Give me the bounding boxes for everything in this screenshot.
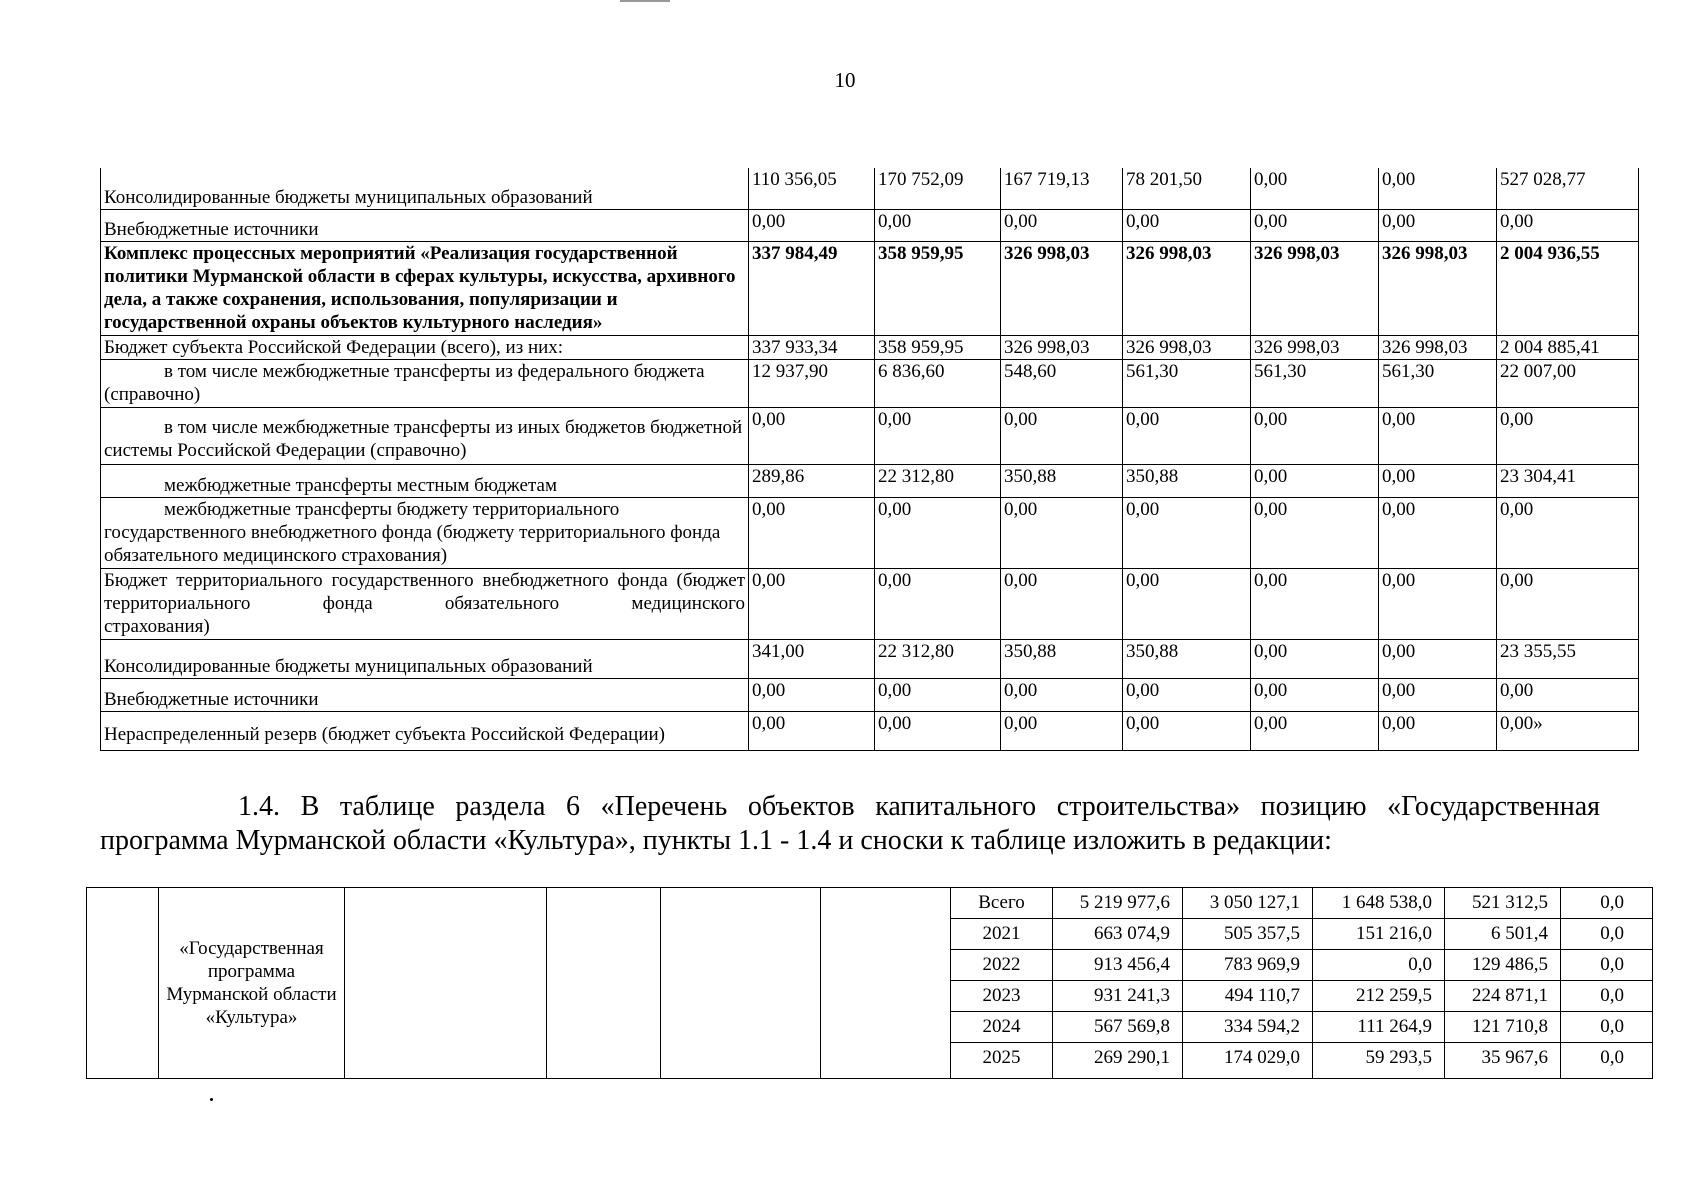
table-row: [101, 407, 1639, 464]
cell-value: 0,00: [1123, 497, 1251, 568]
table-row: [101, 359, 1639, 407]
cell-value: 151 216,0: [1313, 919, 1445, 950]
amendment-paragraph: [100, 790, 1600, 858]
row-label: Внебюджетные источники: [101, 209, 749, 241]
cell-value: 167 719,13: [1001, 168, 1123, 209]
cell-value: 0,0: [1561, 1012, 1653, 1043]
row-label: в том числе межбюджетные трансферты из федерального бюджета (справочно): [101, 359, 749, 407]
cell-value: 5 219 977,6: [1053, 888, 1183, 919]
cell-value: 78 201,50: [1123, 168, 1251, 209]
empty-cell: [345, 888, 547, 1079]
cell-value: 350,88: [1123, 639, 1251, 678]
cell-value: 0,00: [1123, 568, 1251, 639]
cell-value: 0,00: [875, 568, 1001, 639]
table-row: [101, 711, 1639, 750]
cell-value: 0,00: [1251, 711, 1379, 750]
cell-value: 0,00: [1379, 407, 1497, 464]
cell-value: 174 029,0: [1183, 1043, 1313, 1079]
cell-value: 0,00: [875, 711, 1001, 750]
cell-value: 0,0: [1561, 950, 1653, 981]
cell-value: 23 355,55: [1497, 639, 1639, 678]
cell-value: 0,00: [875, 209, 1001, 241]
cell-value: 0,00: [1379, 209, 1497, 241]
cell-value: 0,00: [1123, 407, 1251, 464]
cell-value: 326 998,03: [1123, 241, 1251, 335]
row-label-end: страхования): [104, 615, 210, 637]
cell-value: 170 752,09: [875, 168, 1001, 209]
cell-value: 0,00: [1001, 678, 1123, 711]
empty-cell: [821, 888, 951, 1079]
cell-value: 0,00: [749, 497, 875, 568]
row-label: межбюджетные трансферты местным бюджетам: [101, 464, 749, 497]
cell-value: 0,00: [749, 407, 875, 464]
cell-value: 22 312,80: [875, 464, 1001, 497]
cell-value: 111 264,9: [1313, 1012, 1445, 1043]
cell-value: 0,0: [1313, 950, 1445, 981]
cell-value: 931 241,3: [1053, 981, 1183, 1012]
cell-value: 3 050 127,1: [1183, 888, 1313, 919]
cell-value: 0,00: [1497, 497, 1639, 568]
paragraph-line-1: 1.4. В таблице раздела 6 «Перечень объектов капитального строительства» позицию «Государственная: [238, 791, 1600, 822]
budget-table: [100, 168, 1639, 751]
cell-value: 350,88: [1001, 464, 1123, 497]
cell-value: 341,00: [749, 639, 875, 678]
cell-value: 337 933,34: [749, 335, 875, 359]
cell-value: 0,00: [1497, 407, 1639, 464]
cell-value: 35 967,6: [1445, 1043, 1561, 1079]
cell-value: 0,0: [1561, 919, 1653, 950]
cell-value: 0,00: [1251, 568, 1379, 639]
cell-value: 0,0: [1561, 1043, 1653, 1079]
cell-value: 0,00: [1001, 497, 1123, 568]
cell-value: 0,00: [1123, 678, 1251, 711]
row-label: [101, 568, 749, 639]
cell-value: 527 028,77: [1497, 168, 1639, 209]
cell-value: 0,00: [1251, 678, 1379, 711]
cell-value: 0,0: [1561, 888, 1653, 919]
scan-dot: [210, 1098, 213, 1101]
cell-value: 1 648 538,0: [1313, 888, 1445, 919]
scan-mark: [620, 0, 670, 2]
year-cell: 2023: [951, 981, 1053, 1012]
year-cell: 2024: [951, 1012, 1053, 1043]
row-label: межбюджетные трансферты бюджету территориального государственного внебюджетного фонда (бюджету территориального фонда обязательного медицинского страхования): [101, 497, 749, 568]
cell-value: 358 959,95: [875, 335, 1001, 359]
cell-value: 783 969,9: [1183, 950, 1313, 981]
row-label-text: Бюджет территориального государственного внебюджетного фонда (бюджет территориального фонда обязательного медицинского: [104, 569, 745, 614]
cell-value: 22 312,80: [875, 639, 1001, 678]
row-label: Консолидированные бюджеты муниципальных образований: [101, 168, 749, 209]
cell-value: 0,00: [875, 407, 1001, 464]
cell-value: 0,00: [1497, 568, 1639, 639]
cell-value: 334 594,2: [1183, 1012, 1313, 1043]
cell-value: 0,00: [1251, 209, 1379, 241]
cell-value: 2 004 936,55: [1497, 241, 1639, 335]
row-label: Консолидированные бюджеты муниципальных образований: [101, 639, 749, 678]
row-label: Нераспределенный резерв (бюджет субъекта Российской Федерации): [101, 711, 749, 750]
year-cell: Всего: [951, 888, 1053, 919]
row-label: Бюджет субъекта Российской Федерации (всего), из них:: [101, 335, 749, 359]
cell-value: 0,00: [749, 568, 875, 639]
cell-value: 326 998,03: [1379, 241, 1497, 335]
cell-value: 0,00: [1379, 711, 1497, 750]
cell-value: 0,00: [1123, 209, 1251, 241]
cell-value: 0,00: [1497, 678, 1639, 711]
table-row: [101, 678, 1639, 711]
row-label: Комплекс процессных мероприятий «Реализация государственной политики Мурманской области в сферах культуры, искусства, архивного дела, а также сохранения, использования, популяризации и государственной охраны объектов культурного наследия»: [101, 241, 749, 335]
empty-cell: [661, 888, 821, 1079]
cell-value: 0,00: [1251, 464, 1379, 497]
cell-value: 212 259,5: [1313, 981, 1445, 1012]
year-cell: 2025: [951, 1043, 1053, 1079]
cell-value: 269 290,1: [1053, 1043, 1183, 1079]
cell-value: 0,00: [1251, 497, 1379, 568]
cell-value: 224 871,1: [1445, 981, 1561, 1012]
cell-value: 0,00: [1123, 711, 1251, 750]
cell-value: 0,00: [1379, 464, 1497, 497]
cell-value: 110 356,05: [749, 168, 875, 209]
cell-value: 0,00: [875, 678, 1001, 711]
cell-value: 663 074,9: [1053, 919, 1183, 950]
cell-value: 0,00: [1379, 568, 1497, 639]
table-row: [101, 639, 1639, 678]
cell-value: 326 998,03: [1123, 335, 1251, 359]
cell-value: 326 998,03: [1251, 241, 1379, 335]
cell-value: 289,86: [749, 464, 875, 497]
empty-cell: [87, 888, 159, 1079]
cell-value: 350,88: [1001, 639, 1123, 678]
row-label: Внебюджетные источники: [101, 678, 749, 711]
cell-value: 0,00: [1379, 639, 1497, 678]
cell-value: 129 486,5: [1445, 950, 1561, 981]
table-row: [101, 497, 1639, 568]
row-label: в том числе межбюджетные трансферты из иных бюджетов бюджетной системы Российской Федерации (справочно): [101, 407, 749, 464]
cell-value: 358 959,95: [875, 241, 1001, 335]
paragraph-line-2: программа Мурманской области «Культура», пункты 1.1 - 1.4 и сноски к таблице изложить в редакции:: [100, 825, 1332, 856]
cell-value: 0,00»: [1497, 711, 1639, 750]
cell-value: 561,30: [1123, 359, 1251, 407]
cell-value: 561,30: [1379, 359, 1497, 407]
cell-value: 22 007,00: [1497, 359, 1639, 407]
empty-cell: [547, 888, 661, 1079]
cell-value: 59 293,5: [1313, 1043, 1445, 1079]
cell-value: 521 312,5: [1445, 888, 1561, 919]
program-name: «Государственная программа Мурманской области «Культура»: [159, 888, 345, 1079]
year-cell: 2021: [951, 919, 1053, 950]
cell-value: 0,00: [749, 678, 875, 711]
cell-value: 0,00: [1001, 407, 1123, 464]
cell-value: 561,30: [1251, 359, 1379, 407]
cell-value: 0,00: [1379, 497, 1497, 568]
cell-value: 12 937,90: [749, 359, 875, 407]
cell-value: 350,88: [1123, 464, 1251, 497]
year-cell: 2022: [951, 950, 1053, 981]
cell-value: 0,00: [1001, 568, 1123, 639]
cell-value: 913 456,4: [1053, 950, 1183, 981]
cell-value: 0,00: [1497, 209, 1639, 241]
cell-value: 0,00: [1001, 711, 1123, 750]
cell-value: 337 984,49: [749, 241, 875, 335]
table-row: [101, 568, 1639, 639]
cell-value: 0,00: [1379, 168, 1497, 209]
cell-value: 0,00: [749, 209, 875, 241]
cell-value: 567 569,8: [1053, 1012, 1183, 1043]
table-row: [101, 241, 1639, 335]
page-number: 10: [834, 68, 856, 92]
cell-value: 0,00: [875, 497, 1001, 568]
cell-value: 548,60: [1001, 359, 1123, 407]
table-row: [87, 888, 1653, 919]
cell-value: 0,00: [749, 711, 875, 750]
table-row: [101, 168, 1639, 209]
cell-value: 23 304,41: [1497, 464, 1639, 497]
cell-value: 326 998,03: [1251, 335, 1379, 359]
cell-value: 6 501,4: [1445, 919, 1561, 950]
cell-value: 326 998,03: [1379, 335, 1497, 359]
cell-value: 0,0: [1561, 981, 1653, 1012]
table-row: [101, 464, 1639, 497]
cell-value: 0,00: [1251, 639, 1379, 678]
cell-value: 6 836,60: [875, 359, 1001, 407]
cell-value: 494 110,7: [1183, 981, 1313, 1012]
cell-value: 0,00: [1379, 678, 1497, 711]
cell-value: 0,00: [1001, 209, 1123, 241]
table-row: [101, 335, 1639, 359]
cell-value: 2 004 885,41: [1497, 335, 1639, 359]
cell-value: 326 998,03: [1001, 241, 1123, 335]
table-row: [101, 209, 1639, 241]
cell-value: 505 357,5: [1183, 919, 1313, 950]
cell-value: 0,00: [1251, 168, 1379, 209]
cell-value: 0,00: [1251, 407, 1379, 464]
cell-value: 121 710,8: [1445, 1012, 1561, 1043]
cell-value: 326 998,03: [1001, 335, 1123, 359]
capital-construction-table: [86, 887, 1653, 1079]
